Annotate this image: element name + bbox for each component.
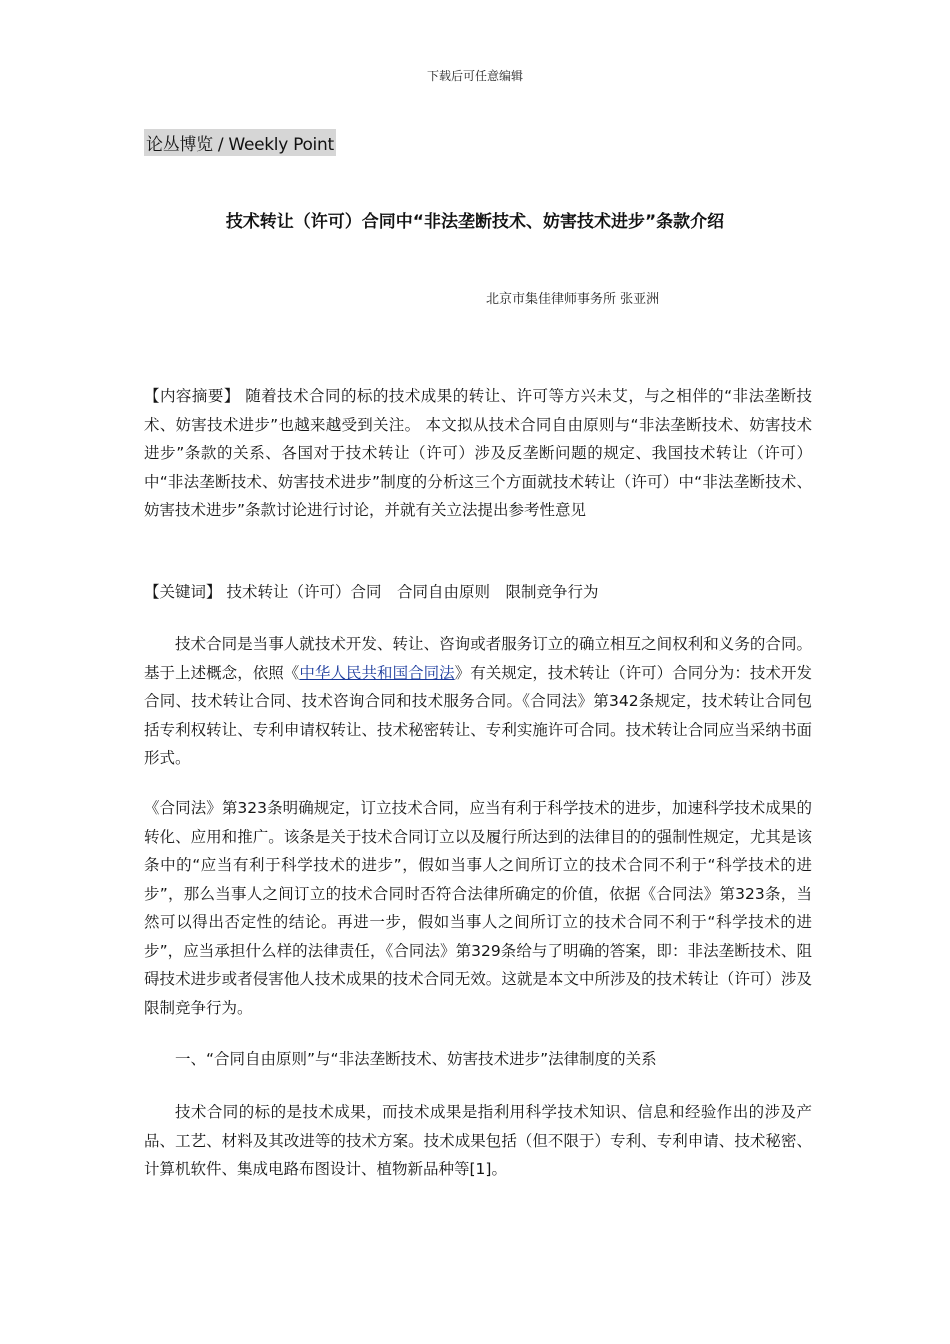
para1-text-b: 》有关规定，技术转让（许可）合同分为：技术开发合同、技术转让合同、技术咨询合同和技术服务合同。《合同法》第342条规定，技术转让合同包括专利权转让、专利申请权转让、技术秘密转让、专利实施许可合同。技术转让合同应当采纳书面形式。	[144, 663, 812, 767]
article-title: 技术转让（许可）合同中“非法垄断技术、妨害技术进步”条款介绍	[225, 212, 725, 232]
author-line: 北京市集佳律师事务所 张亚洲	[486, 292, 660, 307]
abstract-paragraph	[144, 382, 812, 525]
section-heading-1: 一、“合同自由原则”与“非法垄断技术、妨害技术进步”法律制度的关系	[175, 1050, 657, 1068]
keywords-label: 【关键词】	[144, 583, 222, 601]
body-paragraph-3: 技术合同的标的是技术成果，而技术成果是指利用科学技术知识、信息和经验作出的涉及产品、工艺、材料及其改进等的技术方案。技术成果包括（但不限于）专利、专利申请、技术秘密、计算机软件、集成电路布图设计、植物新品种等[1]。	[144, 1103, 812, 1178]
body-paragraph-2: 《合同法》第323条明确规定，订立技术合同，应当有利于科学技术的进步，加速科学技术成果的转化、应用和推广。该条是关于技术合同订立以及履行所达到的法律目的的强制性规定，尤其是该条中的“应当有利于科学技术的进步”，假如当事人之间所订立的技术合同不利于“科学技术的进步”，那么当事人之间订立的技术合同时否符合法律所确定的价值，依据《合同法》第323条，当然可以得出否定性的结论。再进一步，假如当事人之间所订立的技术合同不利于“科学技术的进步”，应当承担什么样的法律责任，《合同法》第329条给与了明确的答案，即：非法垄断技术、阻碍技术进步或者侵害他人技术成果的技术合同无效。这就是本文中所涉及的技术转让（许可）涉及限制竞争行为。	[144, 799, 812, 1017]
abstract-text: 随着技术合同的标的技术成果的转让、许可等方兴未艾，与之相伴的“非法垄断技术、妨害技术进步”也越来越受到关注。 本文拟从技术合同自由原则与“非法垄断技术、妨害技术进步”条款的关系、各国对于技术转让（许可）涉及反垄断问题的规定、我国技术转让（许可）中“非法垄断技术、妨害技术进步”制度的分析这三个方面就技术转让（许可）中“非法垄断技术、妨害技术进步”条款讨论进行讨论，并就有关立法提出参考性意见	[144, 387, 812, 519]
keywords-paragraph	[144, 578, 812, 607]
abstract-label: 【内容摘要】	[144, 387, 240, 405]
contract-law-link[interactable]: 中华人民共和国合同法	[299, 663, 455, 682]
body-paragraph-1	[144, 630, 812, 773]
section-tag: 论丛博览 / Weekly Point	[144, 129, 336, 156]
para1-text-a: 技术合同是当事人就技术开发、转让、咨询或者服务订立的确立相互之间权利和义务的合同。基于上述概念，依照《	[144, 635, 812, 682]
keywords-text: 技术转让（许可）合同 合同自由原则 限制竞争行为	[221, 583, 599, 601]
header-note: 下载后可任意编辑	[426, 69, 523, 83]
